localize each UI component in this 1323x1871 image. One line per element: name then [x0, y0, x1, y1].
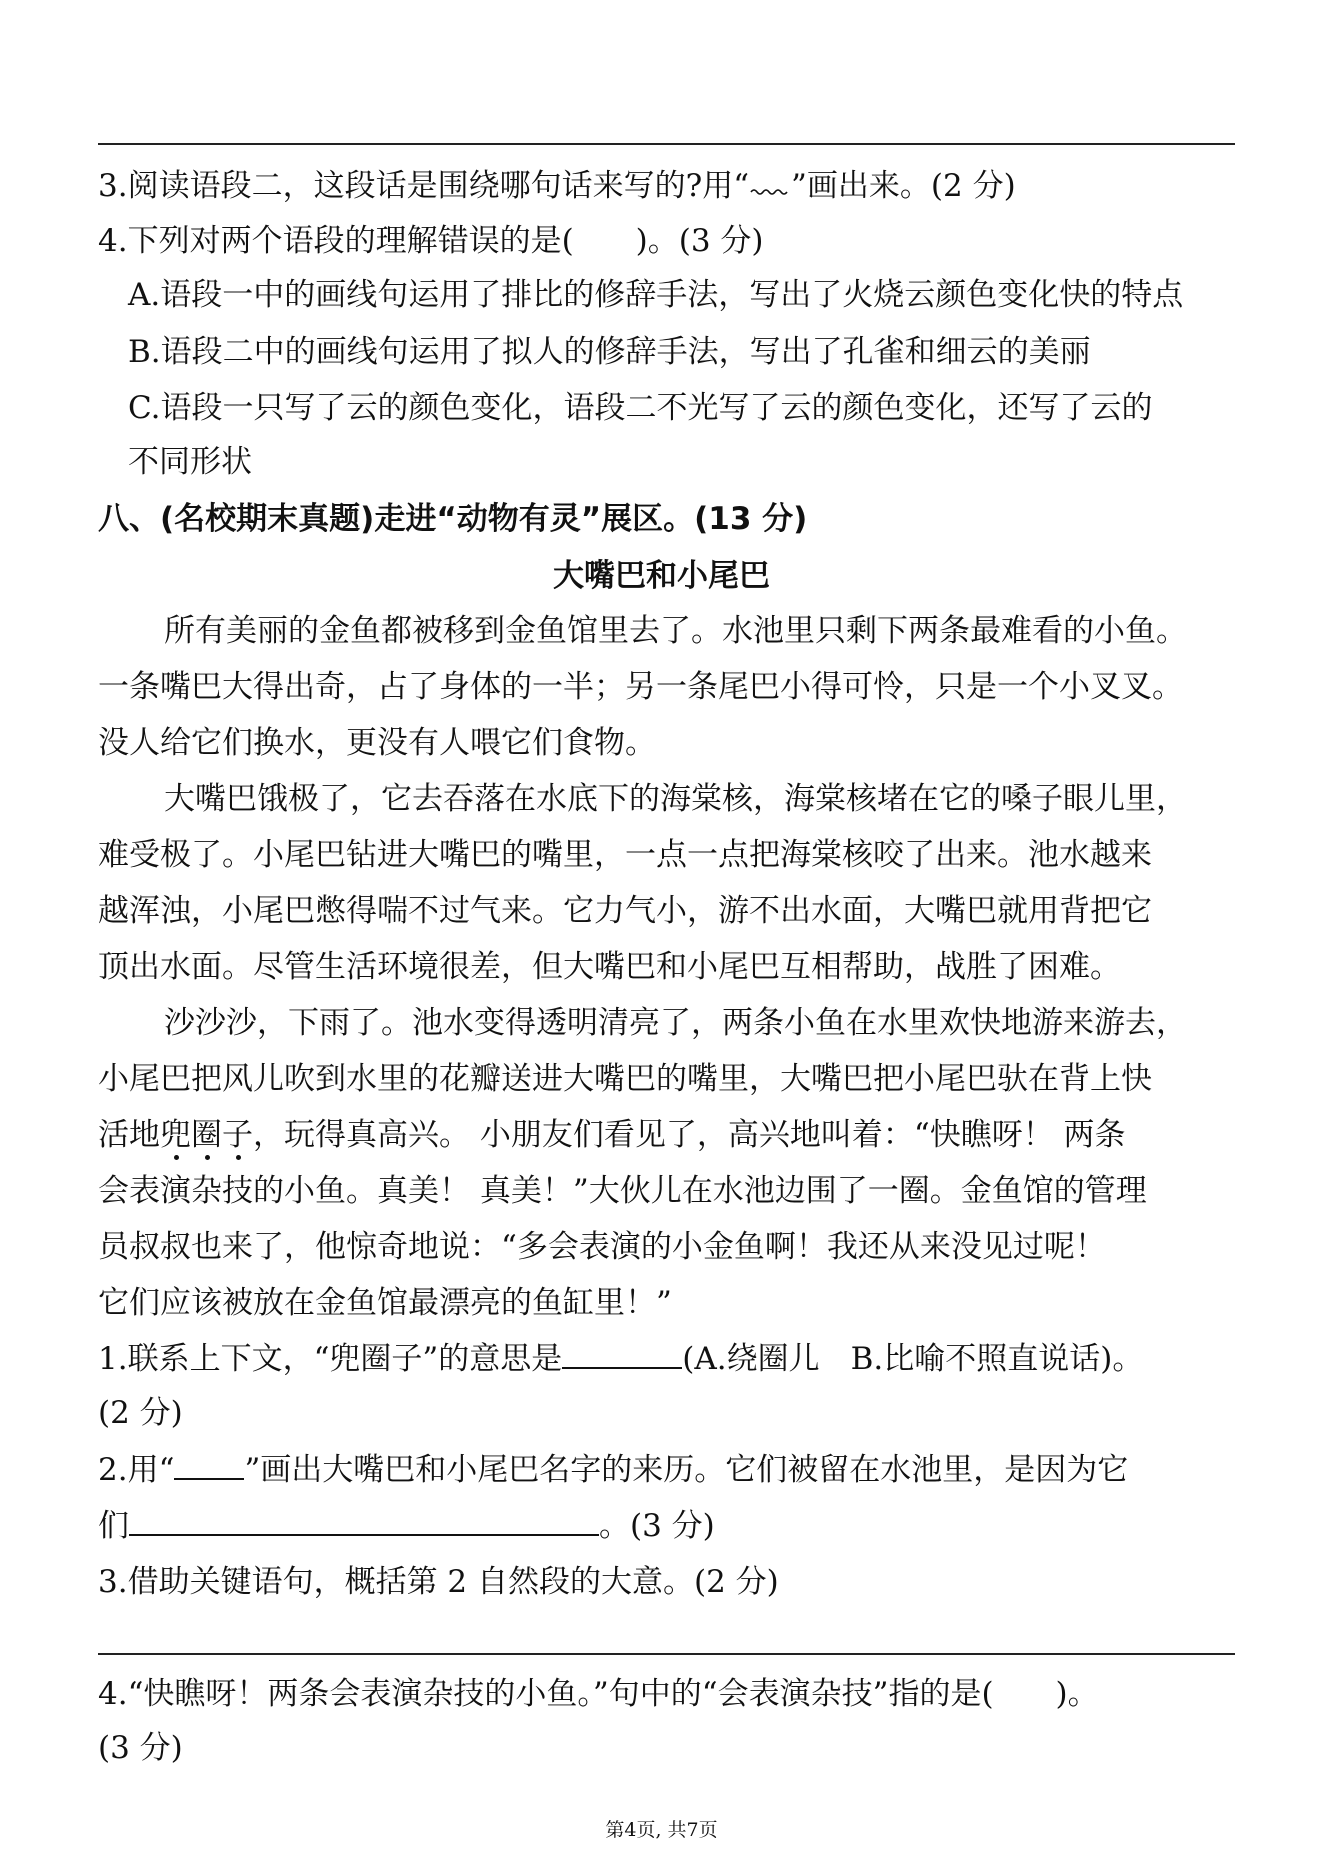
text-run: ，玩得真高兴。 小朋友们看见了，高兴地叫着：“快瞧呀！ 两条	[253, 1117, 1126, 1153]
s8-question-3: 3.借助关键语句，概括第 2 自然段的大意。(2 分)	[98, 1564, 779, 1600]
s8-question-1-score: (2 分)	[98, 1395, 183, 1431]
paragraph-2-line: 难受极了。小尾巴钻进大嘴巴的嘴里，一点一点把海棠核咬了出来。池水越来	[98, 837, 1152, 873]
question-score: 。(3 分)	[599, 1508, 715, 1544]
option-c-continued: 不同形状	[128, 444, 252, 480]
paragraph-1-line: 没人给它们换水，更没有人喂它们食物。	[98, 725, 656, 761]
fill-in-blank[interactable]	[129, 1508, 599, 1536]
underline-mark	[174, 1452, 244, 1480]
option-a: A.语段一中的画线句运用了排比的修辞手法，写出了火烧云颜色变化快的特点	[128, 277, 1184, 313]
emphasis-dotted-char: 兜	[160, 1117, 191, 1153]
option-b: B.语段二中的画线句运用了拟人的修辞手法，写出了孔雀和细云的美丽	[128, 334, 1091, 370]
question-3-text: 3.阅读语段二，这段话是围绕哪句话来写的?用“	[98, 168, 750, 204]
page-footer: 第4页, 共7页	[605, 1819, 718, 1841]
paragraph-3-line: 它们应该被放在金鱼馆最漂亮的鱼缸里！”	[98, 1285, 672, 1321]
question-4: 4.下列对两个语段的理解错误的是( )。(3 分)	[98, 223, 764, 259]
paragraph-3-line: 沙沙沙，下雨了。池水变得透明清亮了，两条小鱼在水里欢快地游来游去，	[164, 1005, 1187, 1041]
question-text: 1.联系上下文，“兜圈子”的意思是	[98, 1341, 563, 1377]
paragraph-2-line: 顶出水面。尽管生活环境很差，但大嘴巴和小尾巴互相帮助，战胜了困难。	[98, 949, 1121, 985]
emphasis-dotted-char: 子	[222, 1117, 253, 1153]
answer-line	[98, 143, 1235, 145]
question-3-score: ”画出来。(2 分)	[791, 168, 1016, 204]
fill-in-blank[interactable]	[562, 1341, 682, 1369]
s8-question-1	[98, 1339, 1143, 1379]
story-title: 大嘴巴和小尾巴	[553, 558, 770, 594]
text-run: 活地	[98, 1117, 160, 1153]
paragraph-3-line: 会表演杂技的小鱼。真美！ 真美！”大伙儿在水池边围了一圈。金鱼馆的管理	[98, 1173, 1147, 1209]
question-choices: (A.绕圈儿 B.比喻不照直说话)。	[682, 1341, 1144, 1377]
wavy-underline-mark	[749, 172, 791, 196]
answer-line[interactable]	[98, 1653, 1235, 1655]
paragraph-1-line: 所有美丽的金鱼都被移到金鱼馆里去了。水池里只剩下两条最难看的小鱼。	[164, 613, 1187, 649]
s8-question-2	[98, 1450, 1128, 1490]
question-text: 们	[98, 1508, 129, 1544]
s8-question-4-score: (3 分)	[98, 1730, 183, 1766]
paragraph-3-line	[98, 1115, 1126, 1155]
emphasis-dotted-char: 圈	[191, 1117, 222, 1153]
paragraph-2-line: 越浑浊，小尾巴憋得喘不过气来。它力气小，游不出水面，大嘴巴就用背把它	[98, 893, 1152, 929]
question-3	[98, 166, 1016, 206]
paragraph-1-line: 一条嘴巴大得出奇，占了身体的一半；另一条尾巴小得可怜，只是一个小叉叉。	[98, 669, 1183, 705]
option-c: C.语段一只写了云的颜色变化，语段二不光写了云的颜色变化，还写了云的	[128, 390, 1153, 426]
section-heading: 八、(名校期末真题)走进“动物有灵”展区。(13 分)	[98, 501, 808, 537]
paragraph-3-line: 员叔叔也来了，他惊奇地说：“多会表演的小金鱼啊！我还从来没见过呢！	[98, 1229, 1106, 1265]
paragraph-3-line: 小尾巴把风儿吹到水里的花瓣送进大嘴巴的嘴里，大嘴巴把小尾巴驮在背上快	[98, 1061, 1152, 1097]
question-text: 2.用“	[98, 1452, 175, 1488]
question-text: ”画出大嘴巴和小尾巴名字的来历。它们被留在水池里，是因为它	[244, 1452, 1129, 1488]
s8-question-2-continued	[98, 1506, 715, 1546]
s8-question-4: 4.“快瞧呀！两条会表演杂技的小鱼。”句中的“会表演杂技”指的是( )。	[98, 1676, 1099, 1712]
paragraph-2-line: 大嘴巴饿极了，它去吞落在水底下的海棠核，海棠核堵在它的嗓子眼儿里，	[164, 781, 1187, 817]
